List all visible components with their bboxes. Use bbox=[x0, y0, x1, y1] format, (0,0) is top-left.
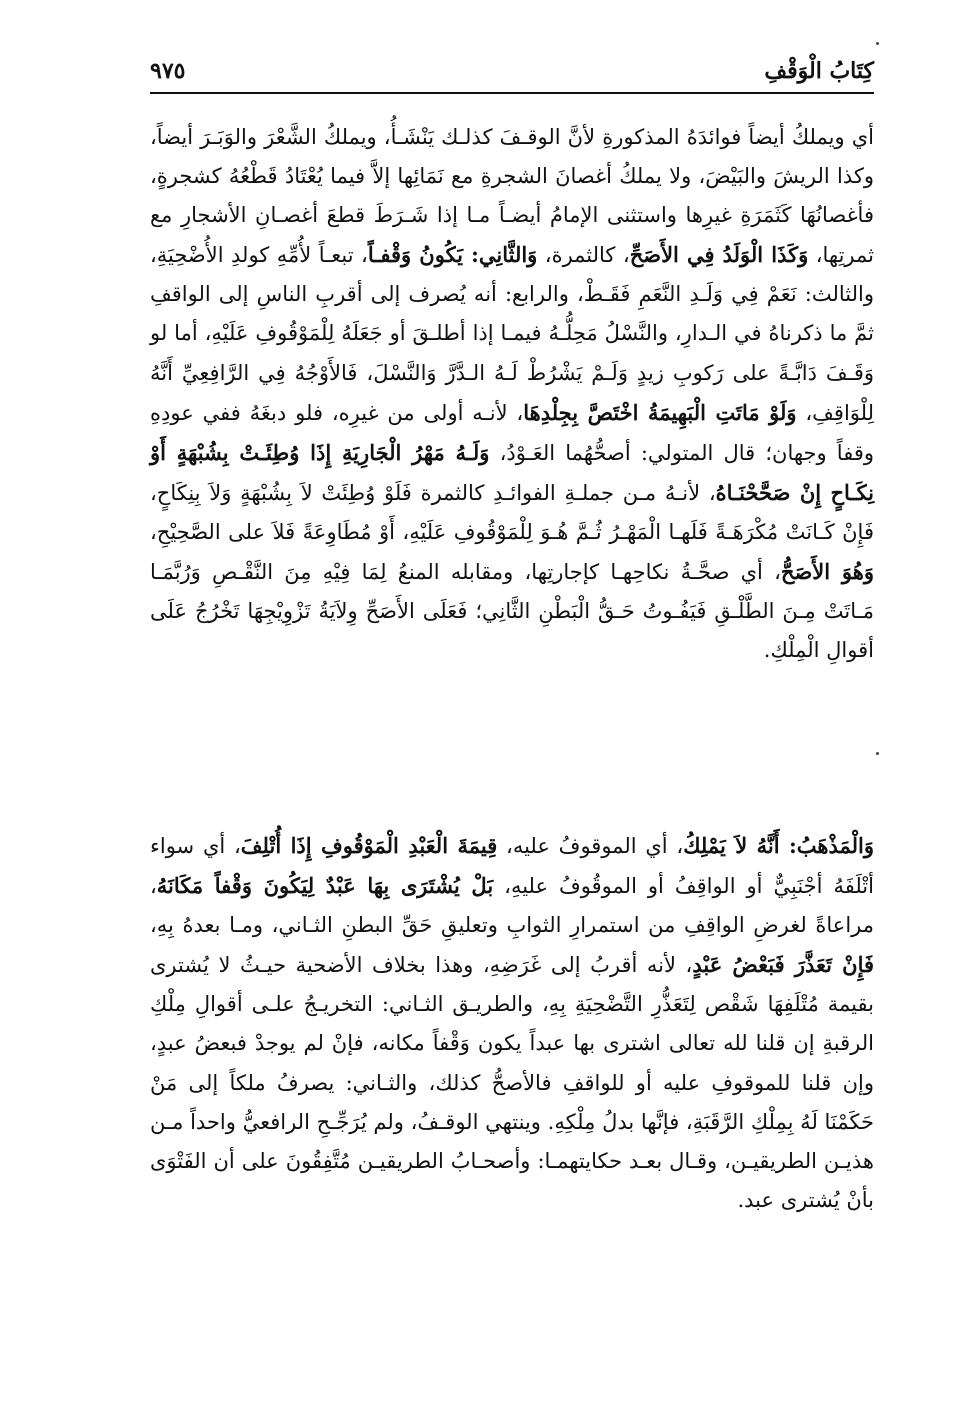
matn-text: فَإِنْ تَعَذَّرَ فَبَعْضُ عَبْدٍ bbox=[692, 952, 875, 978]
matn-text: وَلَوْ مَاتَتِ الْبَهِيمَةُ اخْتَصَّ بِجِلْدِهَا bbox=[523, 399, 797, 425]
matn-text: قِيمَةَ الْعَبْدِ الْمَوْقُوفِ إِذَا أُتْلِفَ bbox=[240, 833, 498, 858]
commentary-text: ، لأنـهُ مـن جملـةِ الفوائـدِ كالثمرة فَلَوْ وُطِئَتْ لاَ بِشُبْهَةٍ وَلاَ بِنِكَاحٍ، فَإِنْ كَـانَتْ مُكْرَهَـةً فَلَهـا الْمَهْـرُ ثُـمَّ هُـوَ لِلْمَوْقُوفِ عَلَيْهِ، أَوْ مُطَاوِعَةً فَلاَ على الصَّحِيْحِ، bbox=[150, 480, 874, 544]
paragraph-1 bbox=[150, 118, 874, 670]
commentary-text: ، مراعاةً لغرضِ الواقِفِ من استمرارِ الثوابِ وتعليقِ حَقِّ البطنِ الثـاني، ومـا بعدهُ بِهِ، bbox=[150, 874, 874, 938]
commentary-text: ، أي صحَّـةُ نكاحِهـا كإجارتِها، ومقابله المنعُ لِمَا فِيْهِ مِنَ النَّقْـصِ وَرُبَّمَـا مَـاتَتْ مِـنَ الطَّلْـقِ فَيَفُـوتُ حَـقُّ الْبَطْنِ الثَّانِي؛ فَعَلَى الأَصَحِّ وِلاَيَةُ تَزْوِيْجِهَا تَخْرُجُ عَلَى أقوالِ الْمِلْكِ. bbox=[150, 560, 874, 663]
matn-text: وَلَـهُ مَهْرُ الْجَارِيَةِ إِذَا وُطِئَـتْ بِشُبْهَةٍ أَوْ نِكَـاحٍ إِنْ صَحَّحْنَـاهُ bbox=[150, 439, 875, 505]
matn-text: وَهُوَ الأَصَحُّ bbox=[780, 559, 874, 585]
matn-text: وَالثَّانِي: يَكُونُ وَقْفـاً bbox=[367, 242, 538, 268]
commentary-text: ، أي سواء أتْلَفَهُ أجْنَبِيٌّ أو الواقِفُ أو الموقُوفُ عليهِ، bbox=[150, 834, 874, 899]
scan-speck bbox=[876, 42, 879, 45]
page-number: ٩٧٥ bbox=[150, 58, 186, 84]
scan-speck bbox=[876, 752, 879, 755]
commentary-text: ، تبعـاً لأُمِّهِ كولدِ الأُضْحِيَةِ، والثالث: نَعَمْ فِي وَلَـدِ النَّعَمِ فَقَـطْ، والرابع: أنه يُصرف إلى أقربِ الناسِ إلى الواقفِ ثمَّ ما ذكرناهُ في الـدارِ، والنَّسْلُ مَحِلُّـهُ فيمـا إذا أطلـقَ أو جَعَلَهُ لِلْمَوْقُوفِ عَلَيْهِ، أما لو وَقَـفَ دَابَّـةً على رَكوبِ زيدٍ وَلَـمْ يَشْرُطْ لَـهُ الـدَّرَّ وَالنَّسْلَ، فَالأَوْجُهُ فِي الرَّافِعِيِّ أَنَّهُ لِلْوَاقِفِ، bbox=[150, 243, 874, 425]
commentary-text: أي ويملكُ أيضاً فوائدَهُ المذكورةِ لأنَّ الوقـفَ كذلـك يَنْشَـأُ، ويملكُ الشَّعْرَ والوَبَـرَ أيضاً، وكذا الريشَ والبَيْضَ، ولا يملكُ أغصانَ الشجرةِ مع نَمَائِها إلاَّ فيما يُعْتَادُ قَطْعُهُ كشجرةٍ، فأغصانُهَا كَثَمَرَةِ غيرِها واستثنى الإمامُ أيضـاً مـا إذا شَـرَطَ قطعَ أغصـانِ الأشجارِ مع ثمرتِها، bbox=[150, 125, 874, 268]
page-header bbox=[150, 54, 874, 94]
matn-text: بَلْ يُشْتَرَى بِهَا عَبْدٌ لِيَكُونَ وَقْفاً مَكَانَهُ bbox=[156, 873, 494, 899]
paragraph-2 bbox=[150, 826, 874, 1220]
commentary-text: ، كالثمرة، bbox=[537, 243, 630, 268]
commentary-text: ، لأنـه أولى من غيرِه، فلو دبغَهُ ففي عودِهِ وقفاً وجهان؛ قال المتولي: أصحُّهُما العَـوْدُ، bbox=[150, 400, 874, 465]
commentary-text: ، أي الموقوفُ عليه، bbox=[497, 834, 684, 858]
chapter-title: كِتَابُ الْوَقْفِ bbox=[764, 58, 874, 84]
matn-text: وَالْمَذْهَبُ: أَنَّهُ لاَ يَمْلِكُ bbox=[683, 833, 874, 858]
matn-text: وَكَذَا الْوَلَدُ فِي الأَصَحِّ bbox=[629, 242, 809, 268]
header-rule bbox=[150, 92, 874, 94]
commentary-text: ، لأنه أقربُ إلى غَرَضِهِ، وهذا بخلاف الأضحية حيـثُ لا يُشترى بقيمة مُتْلَفِهَا شَقْص لِتَعَذُّرِ التَّضْحِيَةِ بِهِ، والطريـق الثـاني: التخريـجُ علـى أقوالِ مِلْكِ الرقبةِ إن قلنا لله تعالى اشترى بها عبداً يكون وَقْفاً مكانه، فإنْ لم يوجدْ فبعضُ عبدٍ، وإن قلنا للموقوفِ عليه أو للواقفِ فالأصحُّ كذلك، والثـاني: يصرفُ ملكاً إلى مَنْ حَكَمْنَا لَهُ بِمِلْكِ الرَّقَبَةِ، فإنَّها بدلُ مِلْكِهِ. وينتهي الوقـفُ، ولم يُرَجِّـحِ الرافعيُّ واحداً مـن هذيـن الطريقيـن، وقـال بعـد حكايتهمـا: وأصحـابُ الطريقيـن مُتَّفِقُونَ على أن الفَتْوَى بأنْ يُشترى عبد. bbox=[150, 953, 874, 1212]
